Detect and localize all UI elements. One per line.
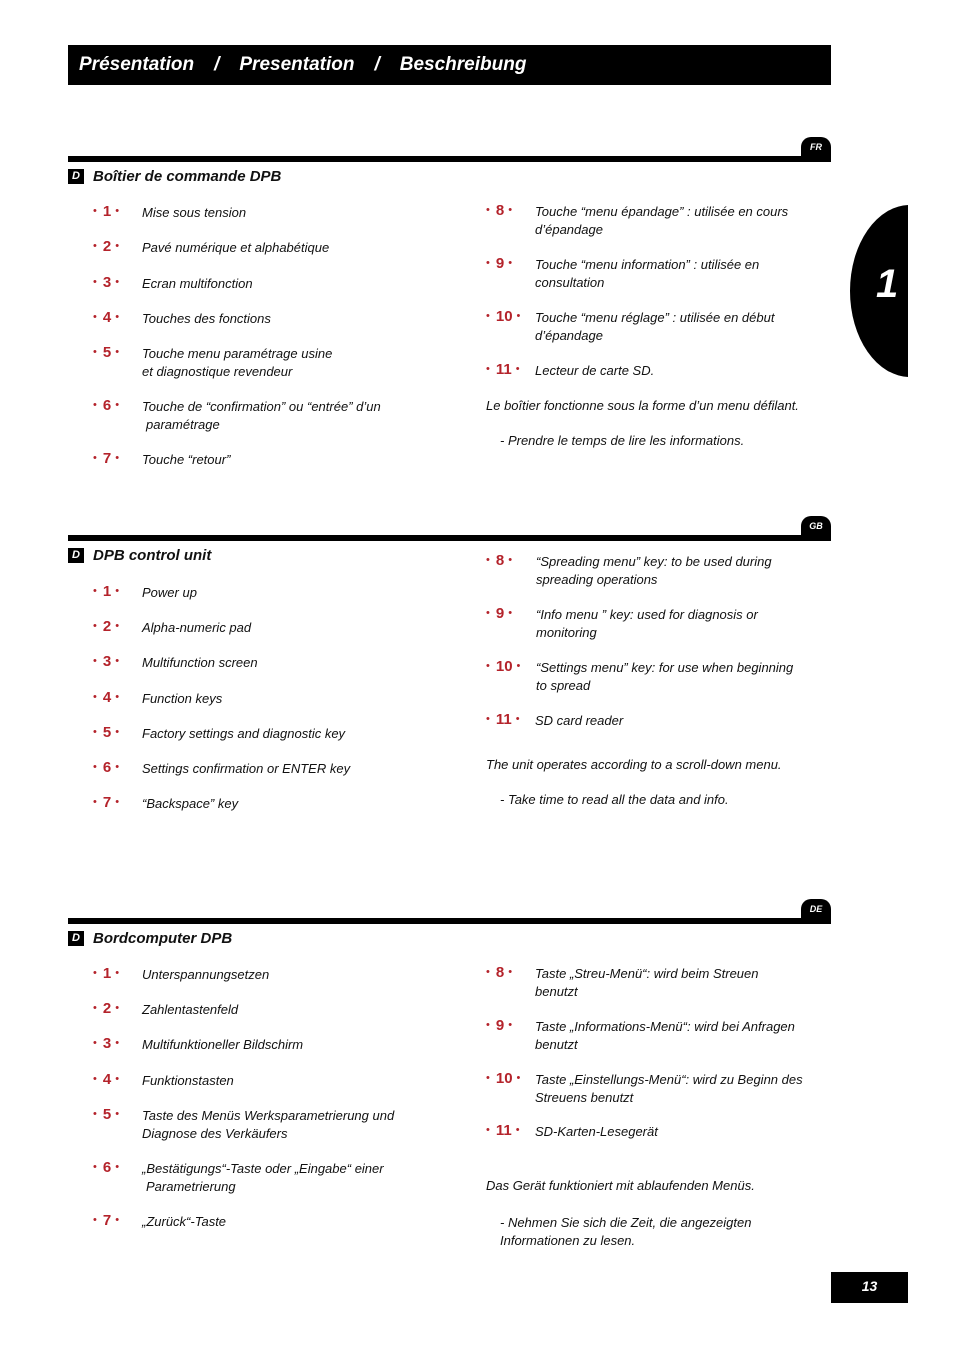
- item-label: Power up: [142, 585, 197, 600]
- item-number: • 9 •: [486, 255, 513, 272]
- item-number: • 10 •: [486, 1070, 521, 1087]
- item-number: • 5 •: [93, 1106, 120, 1123]
- item-number: • 6 •: [93, 397, 120, 414]
- item-number: • 1 •: [93, 203, 120, 220]
- item-label: Touche “menu épandage” : utilisée en cours: [535, 204, 789, 219]
- section-rule-gb: [68, 535, 831, 541]
- item-label-line2: to spread: [536, 678, 591, 693]
- item-label: Pavé numérique et alphabétique: [142, 240, 330, 255]
- item-number: • 2 •: [93, 1000, 120, 1017]
- language-badge-de: DE: [801, 899, 831, 919]
- item-label-line2: benutzt: [535, 984, 578, 999]
- item-label-line2: benutzt: [535, 1037, 578, 1052]
- item-label: Ecran multifonction: [142, 276, 253, 291]
- section-title-de: [68, 930, 232, 947]
- item-label-line2: paramétrage: [146, 417, 220, 432]
- paragraph-note-line2: Informationen zu lesen.: [500, 1233, 636, 1248]
- header-title-de: Beschreibung: [399, 54, 527, 75]
- item-number: • 1 •: [93, 965, 120, 982]
- chapter-number: 1: [876, 262, 899, 306]
- item-number: • 3 •: [93, 653, 120, 670]
- item-label: Funktionstasten: [142, 1073, 234, 1088]
- item-label: Touche menu paramétrage usine: [142, 346, 333, 361]
- item-label: „Bestätigungs“-Taste oder „Eingabe“ einer: [142, 1161, 384, 1176]
- item-number: • 7 •: [93, 794, 120, 811]
- header-title-fr: Présentation: [79, 54, 195, 75]
- section-rule-fr: [68, 156, 831, 162]
- item-number: • 11 •: [486, 711, 520, 728]
- item-number: • 3 •: [93, 274, 120, 291]
- section-letter-box: D: [68, 169, 84, 184]
- item-label: Touche “menu information” : utilisée en: [535, 257, 760, 272]
- item-label: Function keys: [142, 691, 223, 706]
- section-title-text: Boîtier de commande DPB: [93, 168, 282, 185]
- item-label-line2: Parametrierung: [146, 1179, 236, 1194]
- section-title-fr: [68, 168, 281, 185]
- item-label: “Backspace” key: [142, 796, 239, 811]
- item-number: • 8 •: [486, 202, 513, 219]
- item-label-line2: d’épandage: [535, 328, 603, 343]
- item-label: Zahlentastenfeld: [142, 1002, 239, 1017]
- paragraph: Das Gerät funktioniert mit ablaufenden Menüs.: [486, 1178, 755, 1193]
- item-label: Mise sous tension: [142, 205, 247, 220]
- item-number: • 7 •: [93, 450, 120, 467]
- paragraph: The unit operates according to a scroll-down menu.: [486, 757, 782, 772]
- item-label: Touche “retour”: [142, 452, 231, 467]
- item-number: • 10 •: [486, 308, 521, 325]
- paragraph-note: - Prendre le temps de lire les informations.: [500, 433, 745, 448]
- item-label: Taste „Einstellungs-Menü“: wird zu Beginn des: [535, 1072, 803, 1087]
- item-number: • 2 •: [93, 618, 120, 635]
- item-label: SD card reader: [535, 713, 624, 728]
- item-label: Taste „Informations-Menü“: wird bei Anfragen: [535, 1019, 795, 1034]
- section-title-text: DPB control unit: [93, 547, 212, 564]
- item-label-line2: spreading operations: [536, 572, 658, 587]
- paragraph-note: - Nehmen Sie sich die Zeit, die angezeigten: [500, 1215, 752, 1230]
- item-label-line2: et diagnostique revendeur: [142, 364, 293, 379]
- item-label: Unterspannungsetzen: [142, 967, 270, 982]
- item-label: Settings confirmation or ENTER key: [142, 761, 351, 776]
- item-number: • 1 •: [93, 583, 120, 600]
- item-number: • 5 •: [93, 344, 120, 361]
- header-separator: /: [214, 54, 220, 75]
- item-number: • 5 •: [93, 724, 120, 741]
- item-label-line2: Diagnose des Verkäufers: [142, 1126, 288, 1141]
- header-title-en: Presentation: [239, 54, 355, 75]
- item-label-line2: d’épandage: [535, 222, 603, 237]
- header-bar: [68, 45, 831, 85]
- header-separator: /: [374, 54, 380, 75]
- item-number: • 10 •: [486, 658, 521, 675]
- item-label: „Zurück“-Taste: [142, 1214, 227, 1229]
- item-number: • 6 •: [93, 759, 120, 776]
- item-number: • 8 •: [486, 964, 513, 981]
- item-number: • 11 •: [486, 1122, 520, 1139]
- item-number: • 2 •: [93, 238, 120, 255]
- item-label: SD-Karten-Lesegerät: [535, 1124, 658, 1139]
- item-label: Touche de “confirmation” ou “entrée” d’un: [142, 399, 381, 414]
- item-number: • 8 •: [486, 552, 513, 569]
- section-letter-box: D: [68, 548, 84, 563]
- item-number: • 4 •: [93, 689, 120, 706]
- section-title-gb: [68, 547, 211, 564]
- section-rule-de: [68, 918, 831, 924]
- item-number: • 4 •: [93, 309, 120, 326]
- item-label: “Spreading menu” key: to be used during: [536, 554, 772, 569]
- item-number: • 4 •: [93, 1071, 120, 1088]
- item-label-line2: consultation: [535, 275, 605, 290]
- page-number: 13: [831, 1272, 908, 1303]
- item-label: Multifunktioneller Bildschirm: [142, 1037, 304, 1052]
- item-label: Taste des Menüs Werksparametrierung und: [142, 1108, 395, 1123]
- item-label-line2: monitoring: [536, 625, 597, 640]
- item-label: Multifunction screen: [142, 655, 258, 670]
- item-number: • 9 •: [486, 605, 513, 622]
- item-label: Taste „Streu-Menü“: wird beim Streuen: [535, 966, 759, 981]
- item-number: • 3 •: [93, 1035, 120, 1052]
- item-label: Lecteur de carte SD.: [535, 363, 655, 378]
- item-label: “Settings menu” key: for use when beginning: [536, 660, 794, 675]
- item-number: • 6 •: [93, 1159, 120, 1176]
- item-number: • 9 •: [486, 1017, 513, 1034]
- item-label: Touche “menu réglage” : utilisée en début: [535, 310, 775, 325]
- item-label: Alpha-numeric pad: [142, 620, 252, 635]
- item-label: Touches des fonctions: [142, 311, 271, 326]
- paragraph: Le boîtier fonctionne sous la forme d’un menu défilant.: [486, 398, 799, 413]
- item-number: • 11 •: [486, 361, 520, 378]
- language-badge-fr: FR: [801, 137, 831, 157]
- language-badge-gb: GB: [801, 516, 831, 536]
- item-number: • 7 •: [93, 1212, 120, 1229]
- item-label-line2: Streuens benutzt: [535, 1090, 634, 1105]
- paragraph-note: - Take time to read all the data and info.: [500, 792, 729, 807]
- section-letter-box: D: [68, 931, 84, 946]
- section-title-text: Bordcomputer DPB: [93, 930, 233, 947]
- item-label: Factory settings and diagnostic key: [142, 726, 346, 741]
- item-label: “Info menu ” key: used for diagnosis or: [536, 607, 758, 622]
